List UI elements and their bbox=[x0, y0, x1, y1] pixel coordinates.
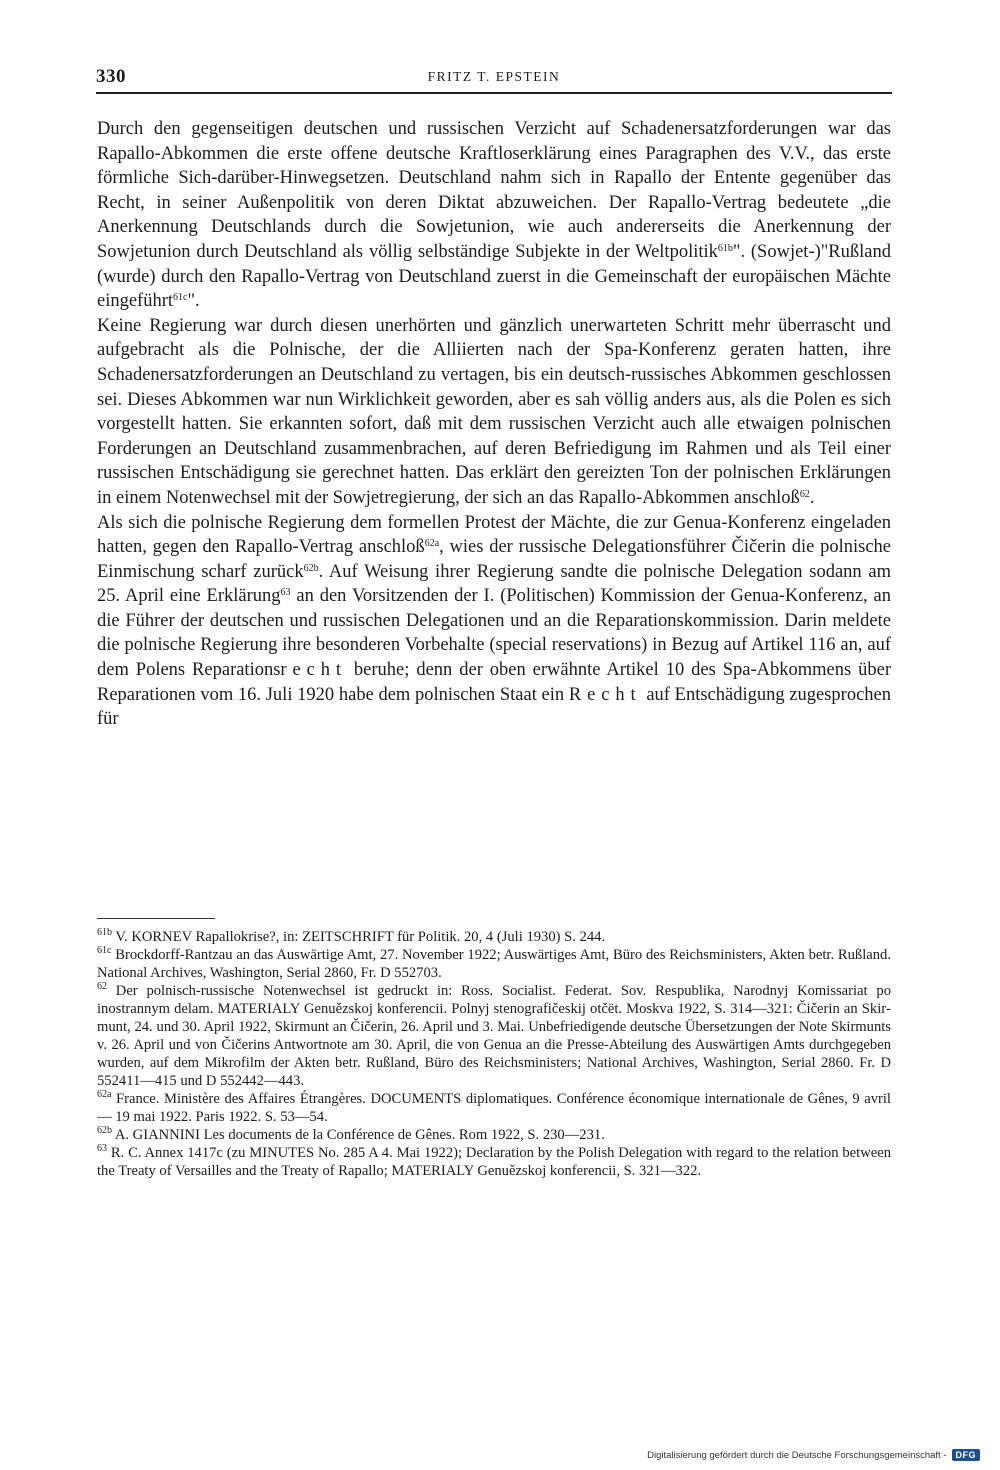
footnote-ref: 62 bbox=[799, 488, 810, 500]
footnote-text: Der polnisch-russische Notenwechsel ist gedruckt in: Ross. Socialist. Federat. Sov. Respublika, Narodnyj Komissariat po inostrannym delam. MATERIALY Genuězskoj konferencii. Polnyj stenografičeskij otčët. Moskva 1922, S. 314—321: Čičerin an Skirmunt, 24. und 30. April 1922, Skirmunt an Čičerin, 26. April und 3. Mai. Unbefriedigende deutsche Übersetzungen der Note Skirmunts v. 26. April und von Čičerins Antwortnote am 30. April, die von Genua an die Presse-Abteilung des Auswärtigen Amts durchgegeben wurden, auf dem Mikrofilm der Akten betr. Rußland, Büro des Reichsministers; National Archives, Washington, Serial 2860. Fr. D 552411—415 und D 552442—443. bbox=[97, 983, 891, 1089]
running-head-author: FRITZ T. EPSTEIN bbox=[427, 69, 561, 84]
footnote-ref: 61b bbox=[717, 242, 733, 254]
footnote-marker: 63 bbox=[97, 1143, 107, 1154]
text-run: Als sich die polnische Regierung dem formellen Protest der Mächte, die zur Genua-Konferenz eingeladen hatten, gegen den Rapallo-Vertrag anschloß bbox=[97, 512, 891, 558]
footnote-text: V. KORNEV Rapallokrise?, in: ZEITSCHRIFT für Politik. 20, 4 (Juli 1930) S. 244. bbox=[112, 929, 606, 945]
credit-text: Digitalisierung gefördert durch die Deutsche Forschungsgemeinschaft - bbox=[647, 1449, 947, 1461]
running-header bbox=[96, 66, 892, 94]
text-run: , wies der russische Delegationsführer Čičerin die polnische Einmischung scharf zurück bbox=[97, 537, 891, 582]
footnote-ref: 63 bbox=[280, 587, 291, 599]
footnote-text: A. GIANNINI Les documents de la Conférence de Gênes. Rom 1922, S. 230—231. bbox=[112, 1127, 605, 1143]
page-number: 330 bbox=[96, 66, 126, 87]
paragraph-2 bbox=[97, 314, 891, 511]
text-run: auf Entschädigung zugesprochen für bbox=[97, 684, 891, 730]
footnote-marker: 61c bbox=[97, 945, 112, 956]
footnote-61c bbox=[97, 946, 891, 982]
footnote-text: Brockdorff-Rantzau an das Auswärtige Amt, 27. November 1922; Auswärtiges Amt, Büro des Reichsministers, Akten betr. Rußland. National Archives, Washington, Serial 2860, Fr. D 552703. bbox=[97, 947, 891, 981]
footnote-62 bbox=[97, 982, 891, 1090]
footnote-61b bbox=[97, 928, 891, 946]
footnote-separator bbox=[97, 918, 215, 919]
footnote-63 bbox=[97, 1144, 891, 1180]
footnote-marker: 62b bbox=[97, 1125, 112, 1136]
digitization-credit bbox=[647, 1449, 980, 1461]
text-run: . bbox=[809, 487, 815, 508]
text-run: ". (Sowjet-)"Rußland (wurde) durch den Rapallo-Vertrag von Deutschland zuerst in die Gemeinschaft der europäischen Mächte eingeführt bbox=[97, 241, 892, 312]
text-run: Durch den gegenseitigen deutschen und russischen Verzicht auf Schadenersatzforderungen war das Rapallo-Abkommen die erste offene deutsche Kraftloserklärung eines Paragraphen des V.V., das erste förmliche Sich-darüber-Hinwegsetzen. Deutschland nahm sich in Rapallo der Entente gegenüber das Recht, in seiner Außenpolitik von deren Diktat abzuweichen. Der Rapallo-Vertrag bedeutete „die Anerkennung Deutschlands durch die Sowjetunion, wie auch andererseits die Anerkennung der Sowjetunion durch Deutschland als völlig selbständige Subjekte in der Weltpolitik bbox=[97, 119, 891, 262]
footnote-marker: 62 bbox=[97, 981, 107, 992]
footnote-ref: 62a bbox=[424, 538, 440, 550]
paragraph-1 bbox=[97, 117, 891, 314]
footnotes bbox=[97, 928, 891, 1180]
spaced-emphasis: Recht bbox=[568, 684, 642, 705]
text-run: an den Vorsitzenden der I. (Politischen) Kommission der Genua-Konferenz, an die Führer der deutschen und russischen Delegationen und an die Reparationskommission. Darin meldete die polnische Regierung ihre besonderen Vorbehalte (special reservations) in Bezug auf Artikel 116 an, auf dem Polens Reparations bbox=[97, 586, 891, 681]
footnote-ref: 61c bbox=[173, 292, 188, 304]
footnote-marker: 61b bbox=[97, 927, 112, 938]
text-run: beruhe; denn der oben erwähnte Artikel 10 des Spa-Abkommens über Reparationen vom 16. Juli 1920 habe dem polnischen Staat ein bbox=[97, 660, 891, 705]
dfg-logo: DFG bbox=[952, 1449, 981, 1461]
footnote-text: R. C. Annex 1417c (zu MINUTES No. 285 A 4. Mai 1922); Declaration by the Polish Delegation with regard to the relation between the Treaty of Versailles and the Treaty of Rapallo; MATERIALY Genuězskoj konferencii, S. 321—322. bbox=[97, 1145, 891, 1179]
text-run: ". bbox=[187, 291, 200, 312]
paragraph-3 bbox=[97, 511, 891, 732]
footnote-62a bbox=[97, 1090, 891, 1126]
footnote-ref: 62b bbox=[303, 562, 319, 574]
spaced-emphasis: recht bbox=[280, 660, 347, 681]
body-text bbox=[97, 117, 891, 732]
footnote-marker: 62a bbox=[97, 1089, 112, 1100]
footnote-text: France. Ministère des Affaires Étrangères. DOCUMENTS diplomatiques. Conférence économique internationale de Gênes, 9 avril — 19 mai 1922. Paris 1922. S. 53—54. bbox=[97, 1091, 891, 1125]
text-run: . Auf Weisung ihrer Regierung sandte die polnische Delegation sodann am 25. April eine Erklärung bbox=[97, 561, 891, 607]
footnote-62b bbox=[97, 1126, 891, 1144]
text-run: Keine Regierung war durch diesen unerhörten und gänzlich unerwarteten Schritt mehr überrascht und aufgebracht als die Polnische, der die Alliierten nach der Spa-Konferenz geraten hatten, ihre Schadenersatzforderungen an Deutschland zu vertagen, bis ein deutsch-russisches Abkommen geschlossen sei. Dieses Abkommen war nun Wirklichkeit geworden, aber es sah völlig anders aus, als die Polen es sich vorgestellt hatten. Sie erkannten sofort, daß mit dem russischen Verzicht auch alle etwaigen polnischen Forderungen an Deutschland zusammenbrachen, auf deren Befriedigung im Rahmen und als Teil einer russischen Entschädigung sie gerechnet hatten. Das erklärt den gereizten Ton der polnischen Erklärungen in einem Notenwechsel mit der Sowjetregierung, der sich an das Rapallo-Abkommen anschloß bbox=[97, 315, 891, 508]
